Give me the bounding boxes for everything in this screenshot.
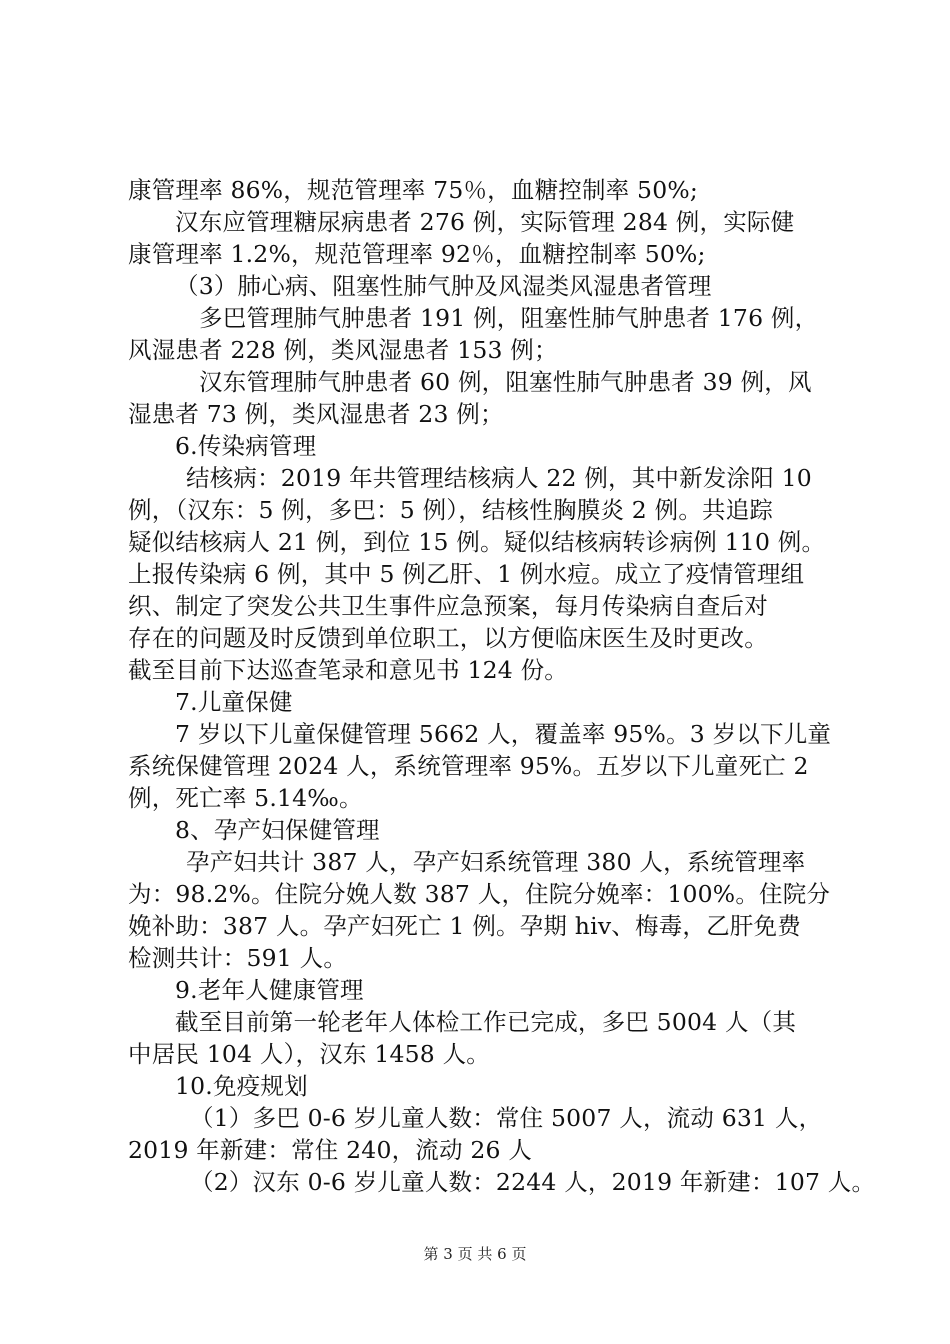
- text-line: （2）汉东 0-6 岁儿童人数：2244 人，2019 年新建：107 人。: [190, 1168, 876, 1196]
- section-heading: 10.免疫规划: [175, 1072, 308, 1100]
- text-line: 系统保健管理 2024 人，系统管理率 95%。五岁以下儿童死亡 2: [128, 752, 809, 780]
- text-line: 康管理率 1.2%，规范管理率 92％，血糖控制率 50%;: [128, 240, 706, 268]
- section-heading: 8、孕产妇保健管理: [175, 816, 380, 844]
- text-line: 湿患者 73 例，类风湿患者 23 例；: [128, 400, 504, 428]
- section-subheading: （3）肺心病、阻塞性肺气肿及风湿类风湿患者管理: [175, 272, 712, 300]
- text-line: 例，死亡率 5.14‰。: [128, 784, 363, 812]
- section-heading: 6.传染病管理: [175, 432, 317, 460]
- text-line: 7 岁以下儿童保健管理 5662 人，覆盖率 95%。3 岁以下儿童: [175, 720, 832, 748]
- text-line: 例，（汉东：5 例，多巴：5 例），结核性胸膜炎 2 例。共追踪: [128, 496, 774, 524]
- text-line: 2019 年新建：常住 240，流动 26 人: [128, 1136, 533, 1164]
- text-line: 康管理率 86%，规范管理率 75％，血糖控制率 50%;: [128, 176, 698, 204]
- text-line: 上报传染病 6 例，其中 5 例乙肝、1 例水痘。成立了疫情管理组: [128, 560, 805, 588]
- text-line: 疑似结核病人 21 例，到位 15 例。疑似结核病转诊病例 110 例。: [128, 528, 826, 556]
- text-line: 娩补助：387 人。孕产妇死亡 1 例。孕期 hiv、梅毒，乙肝免费: [128, 912, 801, 940]
- text-line: 汉东管理肺气肿患者 60 例，阻塞性肺气肿患者 39 例，风: [199, 368, 812, 396]
- text-line: （1）多巴 0-6 岁儿童人数：常住 5007 人，流动 631 人，: [190, 1104, 823, 1132]
- text-line: 截至目前第一轮老年人体检工作已完成，多巴 5004 人（其: [175, 1008, 797, 1036]
- text-line: 为：98.2%。住院分娩人数 387 人，住院分娩率：100%。住院分: [128, 880, 831, 908]
- text-line: 风湿患者 228 例，类风湿患者 153 例；: [128, 336, 558, 364]
- section-heading: 9.老年人健康管理: [175, 976, 364, 1004]
- text-line: 多巴管理肺气肿患者 191 例，阻塞性肺气肿患者 176 例，: [199, 304, 819, 332]
- text-line: 中居民 104 人），汉东 1458 人。: [128, 1040, 490, 1068]
- text-line: 结核病：2019 年共管理结核病人 22 例，其中新发涂阳 10: [186, 464, 812, 492]
- document-body: [128, 174, 876, 1198]
- text-line: 检测共计：591 人。: [128, 944, 348, 972]
- text-line: 织、制定了突发公共卫生事件应急预案，每月传染病自查后对: [128, 592, 768, 620]
- text-line: 汉东应管理糖尿病患者 276 例，实际管理 284 例，实际健: [175, 208, 795, 236]
- section-heading: 7.儿童保健: [175, 688, 293, 716]
- page-number-footer: 第 3 页 共 6 页: [423, 1245, 527, 1263]
- text-line: 存在的问题及时反馈到单位职工，以方便临床医生及时更改。: [128, 624, 768, 652]
- text-line: 孕产妇共计 387 人，孕产妇系统管理 380 人，系统管理率: [186, 848, 806, 876]
- text-line: 截至目前下达巡查笔录和意见书 124 份。: [128, 656, 568, 684]
